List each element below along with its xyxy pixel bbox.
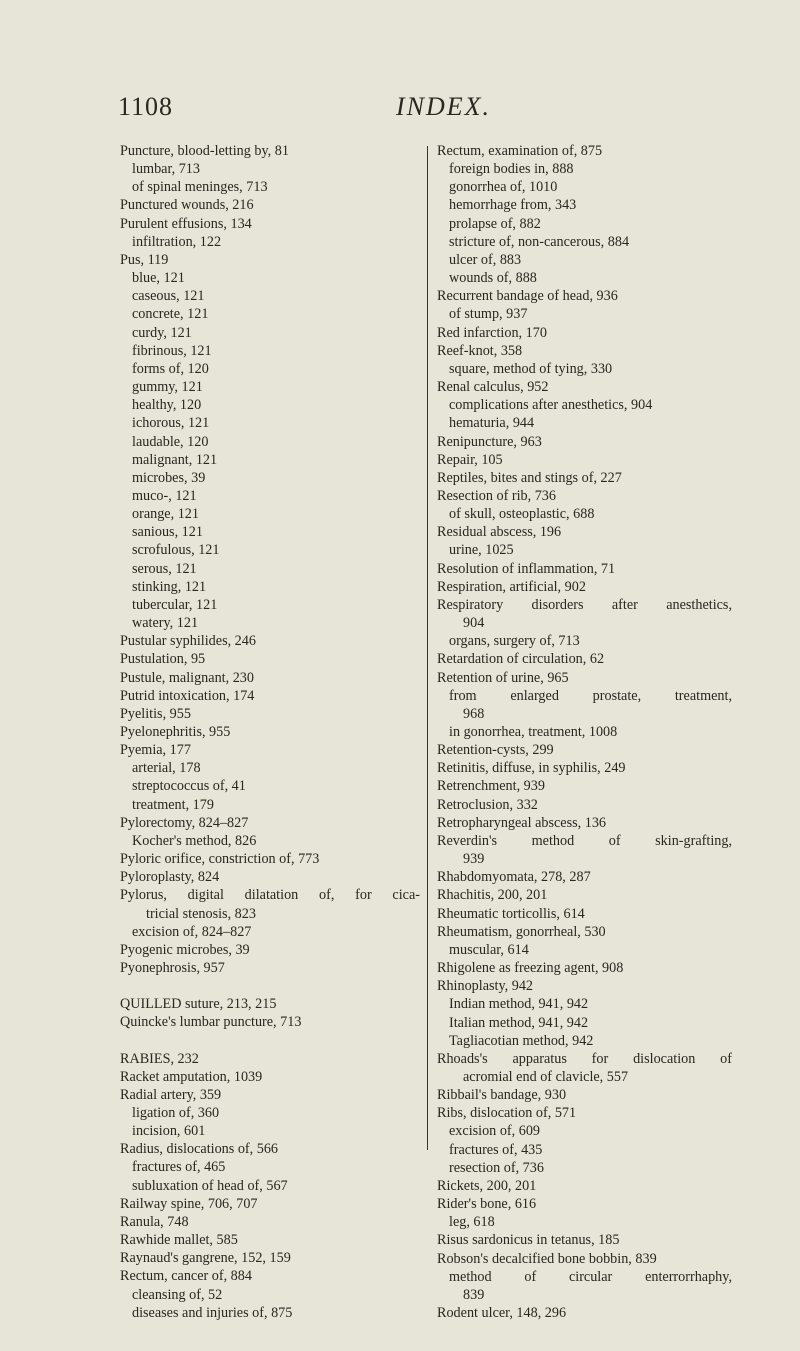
index-subentry: muscular, 614: [449, 941, 529, 958]
index-entry: Respiration, artificial, 902: [437, 578, 586, 595]
page-header: [0, 92, 800, 132]
index-subentry: prolapse of, 882: [449, 215, 541, 232]
running-title: INDEX.: [396, 92, 492, 121]
index-entry: Radial artery, 359: [120, 1086, 222, 1103]
index-entry: Ribs, dislocation of, 571: [437, 1105, 577, 1122]
index-entry: Quincke's lumbar puncture, 713: [120, 1014, 302, 1031]
index-entry: Pyelitis, 955: [120, 705, 191, 722]
index-entry: Reptiles, bites and stings of, 227: [437, 469, 622, 486]
index-subentry: Tagliacotian method, 942: [449, 1032, 594, 1049]
index-entry: Pyelonephritis, 955: [120, 724, 231, 740]
index-subentry: acromial end of clavicle, 557: [463, 1068, 629, 1085]
index-entry: QUILLED suture, 213, 215: [120, 996, 277, 1013]
index-entry: Resolution of inflammation, 71: [437, 560, 616, 577]
index-subentry: leg, 618: [449, 1214, 495, 1231]
index-subentry: tubercular, 121: [132, 596, 218, 613]
index-subentry: square, method of tying, 330: [449, 360, 613, 377]
index-subentry: orange, 121: [132, 506, 199, 523]
index-entry: Ribbail's bandage, 930: [437, 1087, 567, 1104]
index-subentry: fractures of, 435: [449, 1141, 543, 1158]
index-entry: Retrenchment, 939: [437, 778, 545, 795]
index-entry: Rectum, examination of, 875: [437, 143, 603, 159]
index-entry: Renal calculus, 952: [437, 379, 549, 396]
index-entry: Rheumatism, gonorrheal, 530: [437, 923, 606, 940]
index-entry: Reverdin's method of skin-grafting,: [437, 832, 732, 849]
index-entry: Repair, 105: [437, 451, 503, 468]
index-entry: Pustulation, 95: [120, 651, 206, 668]
index-entry: Retardation of circulation, 62: [437, 651, 605, 668]
index-subentry: forms of, 120: [132, 360, 209, 377]
index-entry: Pus, 119: [120, 251, 169, 268]
index-subentry: lumbar, 713: [132, 161, 200, 178]
index-subentry: excision of, 609: [449, 1123, 541, 1140]
index-subentry: diseases and injuries of, 875: [132, 1304, 293, 1321]
index-subentry: hematuria, 944: [449, 415, 535, 432]
index-entry: Railway spine, 706, 707: [120, 1195, 258, 1212]
section-gap: [120, 1032, 420, 1050]
index-column-left: [120, 142, 420, 1322]
index-entry: Rawhide mallet, 585: [120, 1232, 238, 1249]
index-subentry: method of circular enterrorrhaphy,: [449, 1268, 732, 1285]
index-entry: Rhachitis, 200, 201: [437, 887, 548, 904]
index-subentry: Italian method, 941, 942: [449, 1014, 589, 1031]
index-subentry: 968: [463, 705, 485, 722]
index-subentry: urine, 1025: [449, 542, 514, 559]
index-subentry: resection of, 736: [449, 1159, 544, 1176]
index-subentry: tricial stenosis, 823: [146, 905, 256, 922]
index-entry: Racket amputation, 1039: [120, 1068, 263, 1085]
index-subentry: in gonorrhea, treatment, 1008: [449, 724, 618, 740]
index-column-right: [437, 142, 732, 1322]
index-subentry: wounds of, 888: [449, 270, 537, 287]
index-subentry: cleansing of, 52: [132, 1286, 223, 1303]
index-subentry: malignant, 121: [132, 451, 218, 468]
index-entry: Rectum, cancer of, 884: [120, 1268, 252, 1285]
index-entry: Rhinoplasty, 942: [437, 978, 534, 995]
index-subentry: laudable, 120: [132, 433, 209, 450]
index-entry: RABIES, 232: [120, 1050, 199, 1067]
index-entry: Respiratory disorders after anesthetics,: [437, 596, 732, 613]
index-entry: Risus sardonicus in tetanus, 185: [437, 1232, 620, 1249]
index-entry: Rider's bone, 616: [437, 1196, 537, 1213]
index-subentry: arterial, 178: [132, 760, 201, 777]
index-subentry: from enlarged prostate, treatment,: [449, 687, 732, 704]
index-entry: Pustule, malignant, 230: [120, 669, 254, 686]
index-subentry: streptococcus of, 41: [132, 778, 246, 795]
index-entry: Retinitis, diffuse, in syphilis, 249: [437, 760, 626, 777]
section-gap: [120, 977, 420, 995]
index-entry: Rickets, 200, 201: [437, 1177, 537, 1194]
index-entry: Retropharyngeal abscess, 136: [437, 814, 607, 831]
index-subentry: hemorrhage from, 343: [449, 197, 577, 214]
index-entry: Rodent ulcer, 148, 296: [437, 1305, 567, 1321]
index-subentry: ulcer of, 883: [449, 251, 522, 268]
index-entry: Residual abscess, 196: [437, 524, 562, 541]
index-subentry: treatment, 179: [132, 796, 214, 813]
index-subentry: fibrinous, 121: [132, 342, 212, 359]
index-subentry: serous, 121: [132, 560, 197, 577]
index-subentry: 904: [463, 615, 485, 632]
index-subentry: of stump, 937: [449, 306, 528, 323]
index-entry: Pustular syphilides, 246: [120, 633, 256, 650]
index-subentry: sanious, 121: [132, 524, 203, 541]
index-entry: Renipuncture, 963: [437, 433, 542, 450]
index-subentry: 839: [463, 1286, 485, 1303]
index-subentry: 939: [463, 851, 485, 868]
index-entry: Retention-cysts, 299: [437, 742, 554, 759]
index-entry: Retroclusion, 332: [437, 796, 538, 813]
index-subentry: scrofulous, 121: [132, 542, 220, 559]
index-subentry: of spinal meninges, 713: [132, 179, 268, 196]
index-subentry: incision, 601: [132, 1123, 206, 1140]
index-entry: Rhoads's apparatus for dislocation of: [437, 1050, 732, 1067]
index-entry: Puncture, blood-letting by, 81: [120, 143, 289, 159]
index-entry: Ranula, 748: [120, 1213, 189, 1230]
index-entry: Putrid intoxication, 174: [120, 687, 255, 704]
index-entry: Pyloroplasty, 824: [120, 869, 220, 886]
index-subentry: gummy, 121: [132, 379, 203, 396]
index-entry: Recurrent bandage of head, 936: [437, 288, 618, 305]
index-entry: Rhigolene as freezing agent, 908: [437, 960, 624, 977]
index-subentry: blue, 121: [132, 270, 185, 287]
index-entry: Pyloric orifice, constriction of, 773: [120, 851, 320, 868]
index-subentry: muco-, 121: [132, 487, 197, 504]
index-entry: Raynaud's gangrene, 152, 159: [120, 1250, 291, 1267]
index-subentry: Kocher's method, 826: [132, 832, 257, 849]
index-subentry: stricture of, non-cancerous, 884: [449, 233, 630, 250]
index-subentry: concrete, 121: [132, 306, 209, 323]
index-subentry: complications after anesthetics, 904: [449, 397, 653, 414]
index-subentry: Indian method, 941, 942: [449, 996, 589, 1013]
index-subentry: fractures of, 465: [132, 1159, 226, 1176]
index-subentry: gonorrhea of, 1010: [449, 179, 558, 196]
index-subentry: subluxation of head of, 567: [132, 1177, 288, 1194]
index-subentry: caseous, 121: [132, 288, 205, 305]
index-entry: Pylorus, digital dilatation of, for cica-: [120, 887, 420, 904]
index-subentry: stinking, 121: [132, 578, 207, 595]
index-subentry: microbes, 39: [132, 469, 206, 486]
index-subentry: excision of, 824–827: [132, 923, 252, 940]
index-entry: Rheumatic torticollis, 614: [437, 905, 585, 922]
index-subentry: infiltration, 122: [132, 233, 222, 250]
index-entry: Pyemia, 177: [120, 742, 191, 759]
index-entry: Red infarction, 170: [437, 324, 547, 341]
index-entry: Retention of urine, 965: [437, 669, 569, 686]
index-subentry: organs, surgery of, 713: [449, 633, 580, 650]
index-entry: Reef-knot, 358: [437, 342, 523, 359]
index-entry: Purulent effusions, 134: [120, 215, 252, 232]
index-entry: Radius, dislocations of, 566: [120, 1141, 279, 1158]
index-entry: Resection of rib, 736: [437, 487, 556, 504]
page-number: 1108: [118, 92, 174, 121]
column-divider: [427, 146, 428, 1150]
index-subentry: of skull, osteoplastic, 688: [449, 506, 595, 523]
index-entry: Rhabdomyomata, 278, 287: [437, 869, 591, 886]
index-entry: Pylorectomy, 824–827: [120, 814, 249, 831]
index-entry: Pyogenic microbes, 39: [120, 941, 250, 958]
index-entry: Punctured wounds, 216: [120, 197, 254, 214]
index-subentry: foreign bodies in, 888: [449, 161, 574, 178]
index-subentry: ichorous, 121: [132, 415, 210, 432]
index-subentry: healthy, 120: [132, 397, 202, 414]
index-entry: Robson's decalcified bone bobbin, 839: [437, 1250, 657, 1267]
index-entry: Pyonephrosis, 957: [120, 960, 225, 977]
index-subentry: ligation of, 360: [132, 1104, 220, 1121]
index-subentry: curdy, 121: [132, 324, 192, 341]
index-subentry: watery, 121: [132, 615, 199, 632]
